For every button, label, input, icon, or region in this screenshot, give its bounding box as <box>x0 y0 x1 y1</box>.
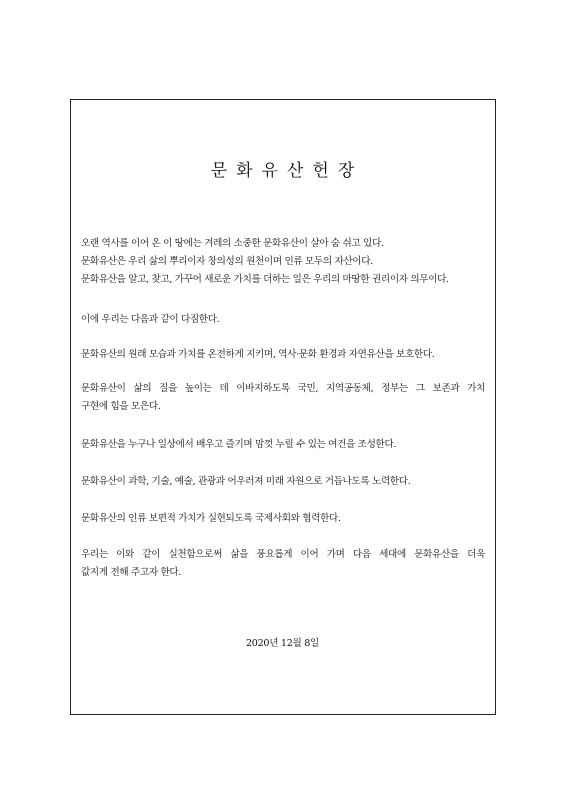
preamble-line-3: 문화유산을 알고, 찾고, 가꾸어 새로운 가치를 더하는 일은 우리의 마땅한 권리이자 의무이다. <box>81 274 449 285</box>
pledge-5-line-1: 문화유산의 인류 보편적 가치가 실현되도록 국제사회와 협력한다. <box>81 513 341 524</box>
pledge-2-line-2: 구현에 힘을 모은다. <box>81 401 161 412</box>
preamble-line-2: 문화유산은 우리 삶의 뿌리이자 창의성의 원천이며 인류 모두의 자산이다. <box>81 256 373 267</box>
pledge-4 <box>81 473 485 491</box>
pledge-5 <box>81 510 485 528</box>
pledge-3-line-1: 문화유산을 누구나 일상에서 배우고 즐기며 맘껏 누릴 수 있는 여건을 조성한다. <box>81 439 397 450</box>
preamble-line-1: 오랜 역사를 이어 온 이 땅에는 겨레의 소중한 문화유산이 살아 숨 쉬고 있다. <box>81 238 384 249</box>
intro-paragraph <box>81 311 485 329</box>
document-title: 문화유산헌장 <box>210 161 364 181</box>
preamble <box>81 235 485 289</box>
document-date: 2020년 12월 8일 <box>245 638 320 649</box>
pledge-3 <box>81 436 485 454</box>
pledge-4-line-1: 문화유산이 과학, 기술, 예술, 관광과 어우러져 미래 자원으로 거듭나도록 노력한다. <box>81 476 411 487</box>
pledge-2-line-1: 문화유산이 삶의 질을 높이는 데 이바지하도록 국민, 지역공동체, 정부는 그 보존과 가치 <box>81 383 485 394</box>
closing-line-1: 우리는 이와 같이 실천함으로써 삶을 풍요롭게 이어 가며 다음 세대에 문화유산을 더욱 <box>81 549 485 560</box>
pledge-1-line-1: 문화유산의 원래 모습과 가치를 온전하게 지키며, 역사·문화 환경과 자연유산을 보호한다. <box>81 349 435 360</box>
closing-line-2: 값지게 전해 주고자 한다. <box>81 567 181 578</box>
intro-line: 이에 우리는 다음과 같이 다짐한다. <box>81 314 220 325</box>
closing-paragraph <box>81 546 485 582</box>
pledge-2 <box>81 380 485 416</box>
pledge-1 <box>81 346 485 364</box>
